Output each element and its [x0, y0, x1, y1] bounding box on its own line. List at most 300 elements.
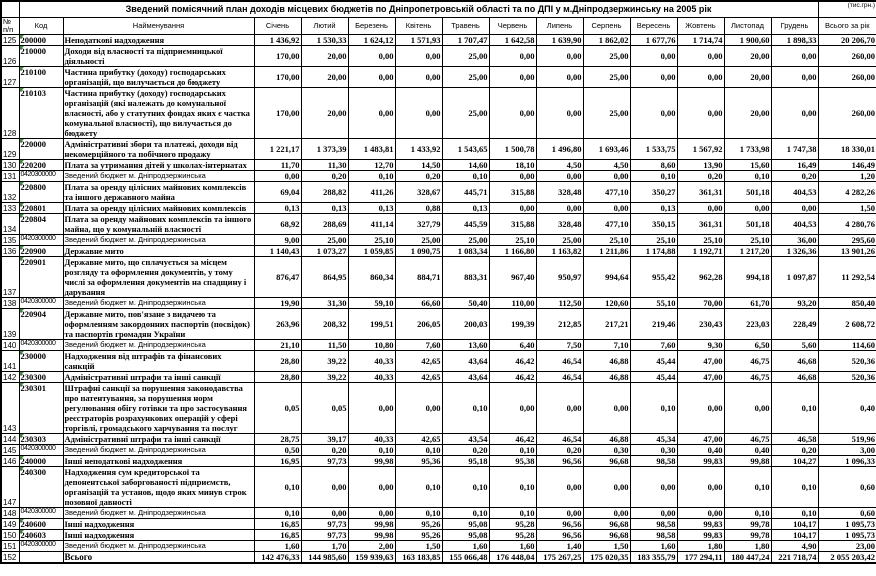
month-value-cell: 180 447,24 [724, 552, 771, 564]
month-value-cell: 7,10 [583, 340, 630, 351]
table-row [1, 434, 876, 445]
month-value-cell: 1 326,36 [771, 246, 818, 257]
month-value-cell: 0,00 [489, 46, 536, 67]
year-total-cell: 1,20 [818, 171, 876, 182]
month-value-cell: 42,65 [395, 434, 442, 445]
month-value-cell: 25,10 [677, 235, 724, 246]
month-value-cell: 328,48 [536, 214, 583, 235]
month-value-cell: 25,00 [395, 235, 442, 246]
month-value-cell: 47,00 [677, 351, 724, 372]
row-number-cell: 129 [1, 139, 19, 160]
month-value-cell: 20,00 [724, 88, 771, 139]
table-row [1, 160, 876, 171]
month-value-cell: 4,50 [536, 160, 583, 171]
year-total-cell: 2 055 203,42 [818, 552, 876, 564]
name-cell: Доходи від власності та підприємницької діяльності [63, 46, 254, 67]
row-number-cell: 144 [1, 434, 19, 445]
year-total-cell: 260,00 [818, 88, 876, 139]
column-header-name: Найменування [63, 18, 254, 35]
month-value-cell: 1 533,75 [630, 139, 677, 160]
month-value-cell: 5,60 [771, 340, 818, 351]
month-value-cell: 411,26 [348, 182, 395, 203]
name-cell: Адміністративні штрафи та інші санкції [63, 434, 254, 445]
month-value-cell: 175 267,25 [536, 552, 583, 564]
month-value-cell: 0,00 [348, 383, 395, 434]
month-value-cell: 0,00 [677, 46, 724, 67]
column-header-month: Червень [489, 18, 536, 35]
month-value-cell: 46,54 [536, 434, 583, 445]
month-value-cell: 69,04 [254, 182, 301, 203]
month-value-cell: 1 500,78 [489, 139, 536, 160]
month-value-cell: 0,00 [724, 203, 771, 214]
month-value-cell: 1 073,27 [301, 246, 348, 257]
month-value-cell: 0,30 [630, 445, 677, 456]
month-value-cell: 99,83 [677, 456, 724, 467]
month-value-cell: 14,60 [442, 160, 489, 171]
month-value-cell: 13,60 [442, 340, 489, 351]
month-value-cell: 955,42 [630, 257, 677, 298]
month-value-cell: 1 436,92 [254, 35, 301, 46]
row-number-cell: 148 [1, 508, 19, 519]
name-cell: Частина прибутку (доходу) господарських організацій (які належать до комунальної власності, або у статутних фондах яких є частка комунальної власності), що вилучається до бюджету [63, 88, 254, 139]
month-value-cell: 46,68 [771, 351, 818, 372]
column-header-month: Серпень [583, 18, 630, 35]
month-value-cell: 46,88 [583, 372, 630, 383]
month-value-cell: 177 294,11 [677, 552, 724, 564]
month-value-cell: 0,05 [301, 383, 348, 434]
code-cell: 0420300000 [19, 298, 63, 309]
month-value-cell: 1 483,81 [348, 139, 395, 160]
month-value-cell: 28,80 [254, 372, 301, 383]
table-row [1, 445, 876, 456]
table-row [1, 309, 876, 340]
month-value-cell: 1,50 [583, 541, 630, 552]
month-value-cell: 1 900,60 [724, 35, 771, 46]
year-total-cell: 2 608,72 [818, 309, 876, 340]
month-value-cell: 66,60 [395, 298, 442, 309]
month-value-cell: 6,50 [724, 340, 771, 351]
name-cell: Зведений бюджет м. Дніпродзержинська [63, 445, 254, 456]
month-value-cell: 45,44 [630, 372, 677, 383]
table-row [1, 383, 876, 434]
year-total-cell: 260,00 [818, 46, 876, 67]
month-value-cell: 46,75 [724, 372, 771, 383]
month-value-cell: 404,53 [771, 214, 818, 235]
month-value-cell: 350,15 [630, 214, 677, 235]
month-value-cell: 95,26 [395, 530, 442, 541]
table-row [1, 214, 876, 235]
code-cell: 200000 [19, 35, 63, 46]
name-cell: Плата за оренду майнових комплексів та іншого майна, що у комунальній власності [63, 214, 254, 235]
row-number-cell: 128 [1, 88, 19, 139]
name-cell: Зведений бюджет м. Дніпродзержинська [63, 508, 254, 519]
month-value-cell: 25,00 [442, 46, 489, 67]
month-value-cell: 176 448,04 [489, 552, 536, 564]
row-number-cell: 143 [1, 383, 19, 434]
column-header-month: Травень [442, 18, 489, 35]
month-value-cell: 501,18 [724, 182, 771, 203]
table-row [1, 298, 876, 309]
month-value-cell: 7,60 [630, 340, 677, 351]
month-value-cell: 95,28 [489, 530, 536, 541]
month-value-cell: 0,00 [677, 383, 724, 434]
month-value-cell: 1 639,90 [536, 35, 583, 46]
month-value-cell: 42,65 [395, 372, 442, 383]
month-value-cell: 0,10 [348, 445, 395, 456]
month-value-cell: 0,20 [395, 171, 442, 182]
month-value-cell: 9,30 [677, 340, 724, 351]
month-value-cell: 501,18 [724, 214, 771, 235]
month-value-cell: 0,20 [301, 445, 348, 456]
month-value-cell: 967,40 [489, 257, 536, 298]
month-value-cell: 142 476,33 [254, 552, 301, 564]
month-value-cell: 1 140,43 [254, 246, 301, 257]
table-row [1, 67, 876, 88]
month-value-cell: 10,80 [348, 340, 395, 351]
month-value-cell: 0,00 [630, 67, 677, 88]
year-total-cell: 295,60 [818, 235, 876, 246]
month-value-cell: 0,13 [442, 203, 489, 214]
month-value-cell: 99,98 [348, 530, 395, 541]
month-value-cell: 159 939,63 [348, 552, 395, 564]
code-cell: 0420300000 [19, 340, 63, 351]
month-value-cell: 0,00 [395, 67, 442, 88]
month-value-cell: 20,00 [724, 46, 771, 67]
month-value-cell: 1 733,98 [724, 139, 771, 160]
month-value-cell: 46,75 [724, 351, 771, 372]
month-value-cell: 46,58 [771, 434, 818, 445]
name-cell: Державне мито, що сплачується за місцем розгляду та оформлення документів, у тому числі за оформлення документів на спадщину і дарування [63, 257, 254, 298]
code-cell: 240300 [19, 467, 63, 508]
column-header-code: Код [19, 18, 63, 35]
month-value-cell: 0,00 [536, 508, 583, 519]
month-value-cell: 0,10 [771, 508, 818, 519]
table-row [1, 467, 876, 508]
month-value-cell: 20,00 [724, 67, 771, 88]
month-value-cell: 95,36 [395, 456, 442, 467]
month-value-cell: 4,50 [583, 160, 630, 171]
month-value-cell: 0,00 [583, 171, 630, 182]
month-value-cell: 99,78 [724, 519, 771, 530]
month-value-cell: 183 355,79 [630, 552, 677, 564]
month-value-cell: 104,27 [771, 456, 818, 467]
month-value-cell: 217,21 [583, 309, 630, 340]
column-header-month: Грудень [771, 18, 818, 35]
table-row [1, 530, 876, 541]
name-cell: Плата за оренду цілісних майнових комплексів [63, 203, 254, 214]
month-value-cell: 0,50 [254, 445, 301, 456]
month-value-cell: 104,17 [771, 530, 818, 541]
year-total-cell: 1 095,73 [818, 530, 876, 541]
row-number-cell: 137 [1, 257, 19, 298]
month-value-cell: 47,00 [677, 434, 724, 445]
month-value-cell: 98,58 [630, 456, 677, 467]
month-value-cell: 13,90 [677, 160, 724, 171]
month-value-cell: 361,31 [677, 214, 724, 235]
month-value-cell: 315,88 [489, 182, 536, 203]
month-value-cell: 200,03 [442, 309, 489, 340]
row-number-cell: 146 [1, 456, 19, 467]
month-value-cell: 25,00 [536, 235, 583, 246]
month-value-cell: 1,60 [254, 541, 301, 552]
month-value-cell: 0,00 [348, 46, 395, 67]
month-value-cell: 1,70 [301, 541, 348, 552]
month-value-cell: 1 642,58 [489, 35, 536, 46]
month-value-cell: 0,00 [489, 383, 536, 434]
month-value-cell: 404,53 [771, 182, 818, 203]
code-cell: 220900 [19, 246, 63, 257]
column-header-month: Березень [348, 18, 395, 35]
month-value-cell: 11,30 [301, 160, 348, 171]
month-value-cell: 16,95 [254, 456, 301, 467]
year-total-cell: 114,60 [818, 340, 876, 351]
month-value-cell: 0,00 [677, 508, 724, 519]
table-row [1, 541, 876, 552]
table-row [1, 246, 876, 257]
month-value-cell: 228,49 [771, 309, 818, 340]
month-value-cell: 315,88 [489, 214, 536, 235]
month-value-cell: 0,00 [489, 67, 536, 88]
month-value-cell: 25,00 [442, 235, 489, 246]
month-value-cell: 0,00 [254, 171, 301, 182]
month-value-cell: 97,73 [301, 530, 348, 541]
month-value-cell: 0,10 [489, 467, 536, 508]
month-value-cell: 40,33 [348, 434, 395, 445]
row-number-cell: 152 [1, 552, 19, 564]
month-value-cell: 20,00 [301, 46, 348, 67]
month-value-cell: 288,69 [301, 214, 348, 235]
month-value-cell: 25,00 [583, 46, 630, 67]
month-value-cell: 25,00 [442, 67, 489, 88]
name-cell: Надходження сум кредиторської та депонентської заборгованості підприємств, організацій та установ, щодо яких минув строк позовної давності [63, 467, 254, 508]
month-value-cell: 350,27 [630, 182, 677, 203]
month-value-cell: 110,00 [489, 298, 536, 309]
month-value-cell: 0,00 [771, 67, 818, 88]
month-value-cell: 46,54 [536, 351, 583, 372]
year-total-cell: 0,40 [818, 383, 876, 434]
month-value-cell: 1 174,88 [630, 246, 677, 257]
month-value-cell: 1 163,82 [536, 246, 583, 257]
month-value-cell: 1 433,92 [395, 139, 442, 160]
month-value-cell: 120,60 [583, 298, 630, 309]
month-value-cell: 0,10 [254, 508, 301, 519]
column-header-month: Вересень [630, 18, 677, 35]
month-value-cell: 61,70 [724, 298, 771, 309]
column-header-month: Липень [536, 18, 583, 35]
month-value-cell: 1,60 [630, 541, 677, 552]
month-value-cell: 43,64 [442, 372, 489, 383]
row-number-cell: 133 [1, 203, 19, 214]
corner-cell [1, 1, 19, 18]
year-total-cell: 3,00 [818, 445, 876, 456]
month-value-cell: 42,65 [395, 351, 442, 372]
month-value-cell: 39,17 [301, 434, 348, 445]
month-value-cell: 14,50 [395, 160, 442, 171]
month-value-cell: 95,18 [442, 456, 489, 467]
name-cell: Штрафні санкції за порушення законодавства про патентування, за порушення норм регулювання обігу готівки та про застосування реєстраторів розрахункових операцій у сфері торгівлі, громадського харчування та послуг [63, 383, 254, 434]
month-value-cell: 0,00 [536, 171, 583, 182]
month-value-cell: 25,10 [489, 235, 536, 246]
month-value-cell: 46,42 [489, 372, 536, 383]
code-cell: 0420300000 [19, 541, 63, 552]
month-value-cell: 0,20 [771, 171, 818, 182]
month-value-cell: 1 898,33 [771, 35, 818, 46]
month-value-cell: 0,13 [348, 203, 395, 214]
table-body [1, 35, 876, 564]
year-total-cell: 1,50 [818, 203, 876, 214]
year-total-cell: 20 206,70 [818, 35, 876, 46]
month-value-cell: 25,10 [348, 235, 395, 246]
month-value-cell: 95,28 [489, 519, 536, 530]
month-value-cell: 93,20 [771, 298, 818, 309]
month-value-cell: 212,85 [536, 309, 583, 340]
code-cell: 0420300000 [19, 508, 63, 519]
month-value-cell: 288,82 [301, 182, 348, 203]
month-value-cell: 0,20 [771, 445, 818, 456]
name-cell: Зведений бюджет м. Дніпродзержинська [63, 235, 254, 246]
month-value-cell: 950,97 [536, 257, 583, 298]
month-value-cell: 25,00 [442, 88, 489, 139]
name-cell: Зведений бюджет м. Дніпродзержинська [63, 541, 254, 552]
row-number-cell: 139 [1, 309, 19, 340]
month-value-cell: 0,10 [395, 467, 442, 508]
code-cell: 230300 [19, 372, 63, 383]
month-value-cell: 1 211,86 [583, 246, 630, 257]
month-value-cell: 50,40 [442, 298, 489, 309]
month-value-cell: 0,10 [771, 467, 818, 508]
row-number-cell: 138 [1, 298, 19, 309]
table-row [1, 35, 876, 46]
month-value-cell: 170,00 [254, 88, 301, 139]
month-value-cell: 219,46 [630, 309, 677, 340]
month-value-cell: 1 166,80 [489, 246, 536, 257]
year-total-cell: 11 292,54 [818, 257, 876, 298]
month-value-cell: 0,13 [630, 203, 677, 214]
month-value-cell: 1 083,34 [442, 246, 489, 257]
month-value-cell: 15,60 [724, 160, 771, 171]
month-value-cell: 96,56 [536, 530, 583, 541]
month-value-cell: 0,00 [771, 46, 818, 67]
month-value-cell: 1 543,65 [442, 139, 489, 160]
month-value-cell: 0,88 [395, 203, 442, 214]
month-value-cell: 98,58 [630, 519, 677, 530]
month-value-cell: 46,88 [583, 434, 630, 445]
month-value-cell: 175 020,35 [583, 552, 630, 564]
month-value-cell: 11,50 [301, 340, 348, 351]
month-value-cell: 0,00 [301, 508, 348, 519]
month-value-cell: 1,80 [677, 541, 724, 552]
month-value-cell: 99,83 [677, 519, 724, 530]
month-value-cell: 0,30 [583, 445, 630, 456]
row-number-cell: 147 [1, 467, 19, 508]
month-value-cell: 0,40 [677, 445, 724, 456]
month-value-cell: 860,34 [348, 257, 395, 298]
name-cell: Зведений бюджет м. Дніпродзержинська [63, 298, 254, 309]
month-value-cell: 95,08 [442, 530, 489, 541]
month-value-cell: 876,47 [254, 257, 301, 298]
code-cell: 220901 [19, 257, 63, 298]
row-number-cell: 126 [1, 46, 19, 67]
month-value-cell: 25,00 [583, 67, 630, 88]
month-value-cell: 0,00 [677, 467, 724, 508]
code-cell: 220904 [19, 309, 63, 340]
name-cell: Інші неподаткові надходження [63, 456, 254, 467]
row-number-cell: 150 [1, 530, 19, 541]
table-row [1, 203, 876, 214]
header-row [1, 18, 876, 35]
month-value-cell: 0,00 [583, 203, 630, 214]
month-value-cell: 0,10 [395, 508, 442, 519]
month-value-cell: 208,32 [301, 309, 348, 340]
year-total-cell: 0,60 [818, 508, 876, 519]
title-row [1, 1, 876, 18]
year-total-cell: 1 095,73 [818, 519, 876, 530]
year-total-cell: 13 901,26 [818, 246, 876, 257]
code-cell: 210100 [19, 67, 63, 88]
table-row [1, 88, 876, 139]
table-row [1, 182, 876, 203]
month-value-cell: 0,00 [583, 383, 630, 434]
name-cell: Плата за оренду цілісних майнових комплексів та іншого державного майна [63, 182, 254, 203]
month-value-cell: 1 567,92 [677, 139, 724, 160]
name-cell: Адміністративні штрафи та інші санкції [63, 372, 254, 383]
year-total-cell: 1 096,33 [818, 456, 876, 467]
month-value-cell: 994,18 [724, 257, 771, 298]
code-cell: 220801 [19, 203, 63, 214]
year-total-cell: 18 330,01 [818, 139, 876, 160]
year-total-cell: 260,00 [818, 67, 876, 88]
month-value-cell: 1,40 [536, 541, 583, 552]
month-value-cell: 263,96 [254, 309, 301, 340]
month-value-cell: 1,60 [442, 541, 489, 552]
month-value-cell: 0,00 [536, 46, 583, 67]
code-cell: 220804 [19, 214, 63, 235]
name-cell: Адміністративні збори та платежі, доходи від некомерційного та побічного продажу [63, 139, 254, 160]
page-title: Зведений помісячний план доходів місцевих бюджетів по Дніпропетровській області та по ДПІ у м.Дніпродзержинську на 2005 рік [19, 1, 818, 18]
month-value-cell: 11,70 [254, 160, 301, 171]
year-total-cell: 850,40 [818, 298, 876, 309]
year-total-cell: 520,36 [818, 351, 876, 372]
month-value-cell: 0,10 [724, 508, 771, 519]
column-header-month: Січень [254, 18, 301, 35]
month-value-cell: 0,10 [489, 508, 536, 519]
month-value-cell: 25,00 [301, 235, 348, 246]
name-cell: Державне мито, пов'язане з видачею та оформленням закордонних паспортів (посвідок) та паспортів громадян України [63, 309, 254, 340]
year-total-cell: 23,00 [818, 541, 876, 552]
table-row [1, 456, 876, 467]
year-total-cell: 4 282,26 [818, 182, 876, 203]
month-value-cell: 170,00 [254, 46, 301, 67]
month-value-cell: 477,10 [583, 214, 630, 235]
row-number-cell: 135 [1, 235, 19, 246]
row-number-cell: 134 [1, 214, 19, 235]
code-cell: 210000 [19, 46, 63, 67]
month-value-cell: 163 183,85 [395, 552, 442, 564]
month-value-cell: 97,73 [301, 519, 348, 530]
name-cell: Плата за утримання дітей у школах-інтернатах [63, 160, 254, 171]
month-value-cell: 883,31 [442, 257, 489, 298]
month-value-cell: 864,95 [301, 257, 348, 298]
month-value-cell: 230,43 [677, 309, 724, 340]
month-value-cell: 0,00 [536, 467, 583, 508]
month-value-cell: 0,00 [630, 88, 677, 139]
month-value-cell: 1 707,47 [442, 35, 489, 46]
code-cell: 220800 [19, 182, 63, 203]
code-cell: 0420300000 [19, 235, 63, 246]
month-value-cell: 0,10 [442, 508, 489, 519]
month-value-cell: 0,10 [254, 467, 301, 508]
month-value-cell: 2,00 [348, 541, 395, 552]
